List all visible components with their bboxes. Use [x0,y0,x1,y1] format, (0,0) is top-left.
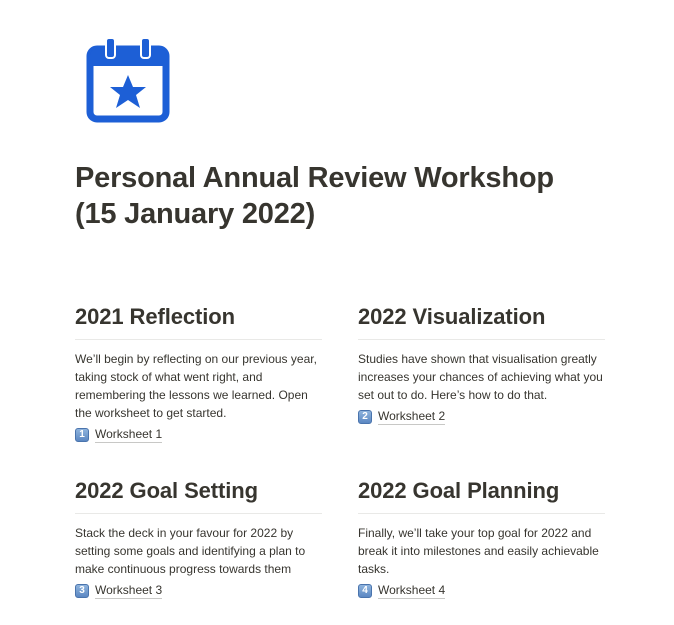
section-2022-goal-planning [358,477,605,599]
section-description: Finally, we’ll take your top goal for 2022 and break it into milestones and easily achievable tasks. [358,526,599,576]
section-heading: 2021 Reflection [75,303,322,340]
keycap-1-icon: 1 [75,428,89,442]
section-2022-goal-setting [75,477,322,599]
worksheet-link-label[interactable]: Worksheet 2 [378,409,446,423]
calendar-star-icon[interactable] [86,36,170,124]
worksheet-3-link[interactable] [75,583,322,599]
section-heading: 2022 Goal Setting [75,477,322,514]
page-title-line1: Personal Annual Review Workshop [75,162,554,194]
keycap-4-icon: 4 [358,584,372,598]
section-2022-visualization [358,303,605,425]
section-heading: 2022 Visualization [358,303,605,340]
section-description: Studies have shown that visualisation greatly increases your chances of achieving what you set out to do. Here’s how to do that. [358,352,603,402]
section-heading: 2022 Goal Planning [358,477,605,514]
page-title [75,160,635,232]
worksheet-4-link[interactable] [358,583,605,599]
section-description: We’ll begin by reflecting on our previous year, taking stock of what went right, and remembering the lessons we learned. Open the worksheet to get started. [75,352,317,420]
worksheet-link-label[interactable]: Worksheet 4 [378,583,446,597]
worksheet-2-link[interactable] [358,409,605,425]
page-title-line2: (15 January 2022) [75,198,316,230]
keycap-2-icon: 2 [358,410,372,424]
worksheet-link-label[interactable]: Worksheet 1 [95,427,163,441]
section-description: Stack the deck in your favour for 2022 by setting some goals and identifying a plan to make continuous progress towards them [75,526,306,576]
section-2021-reflection [75,303,322,443]
worksheet-1-link[interactable] [75,427,322,443]
worksheet-link-label[interactable]: Worksheet 3 [95,583,163,597]
keycap-3-icon: 3 [75,584,89,598]
